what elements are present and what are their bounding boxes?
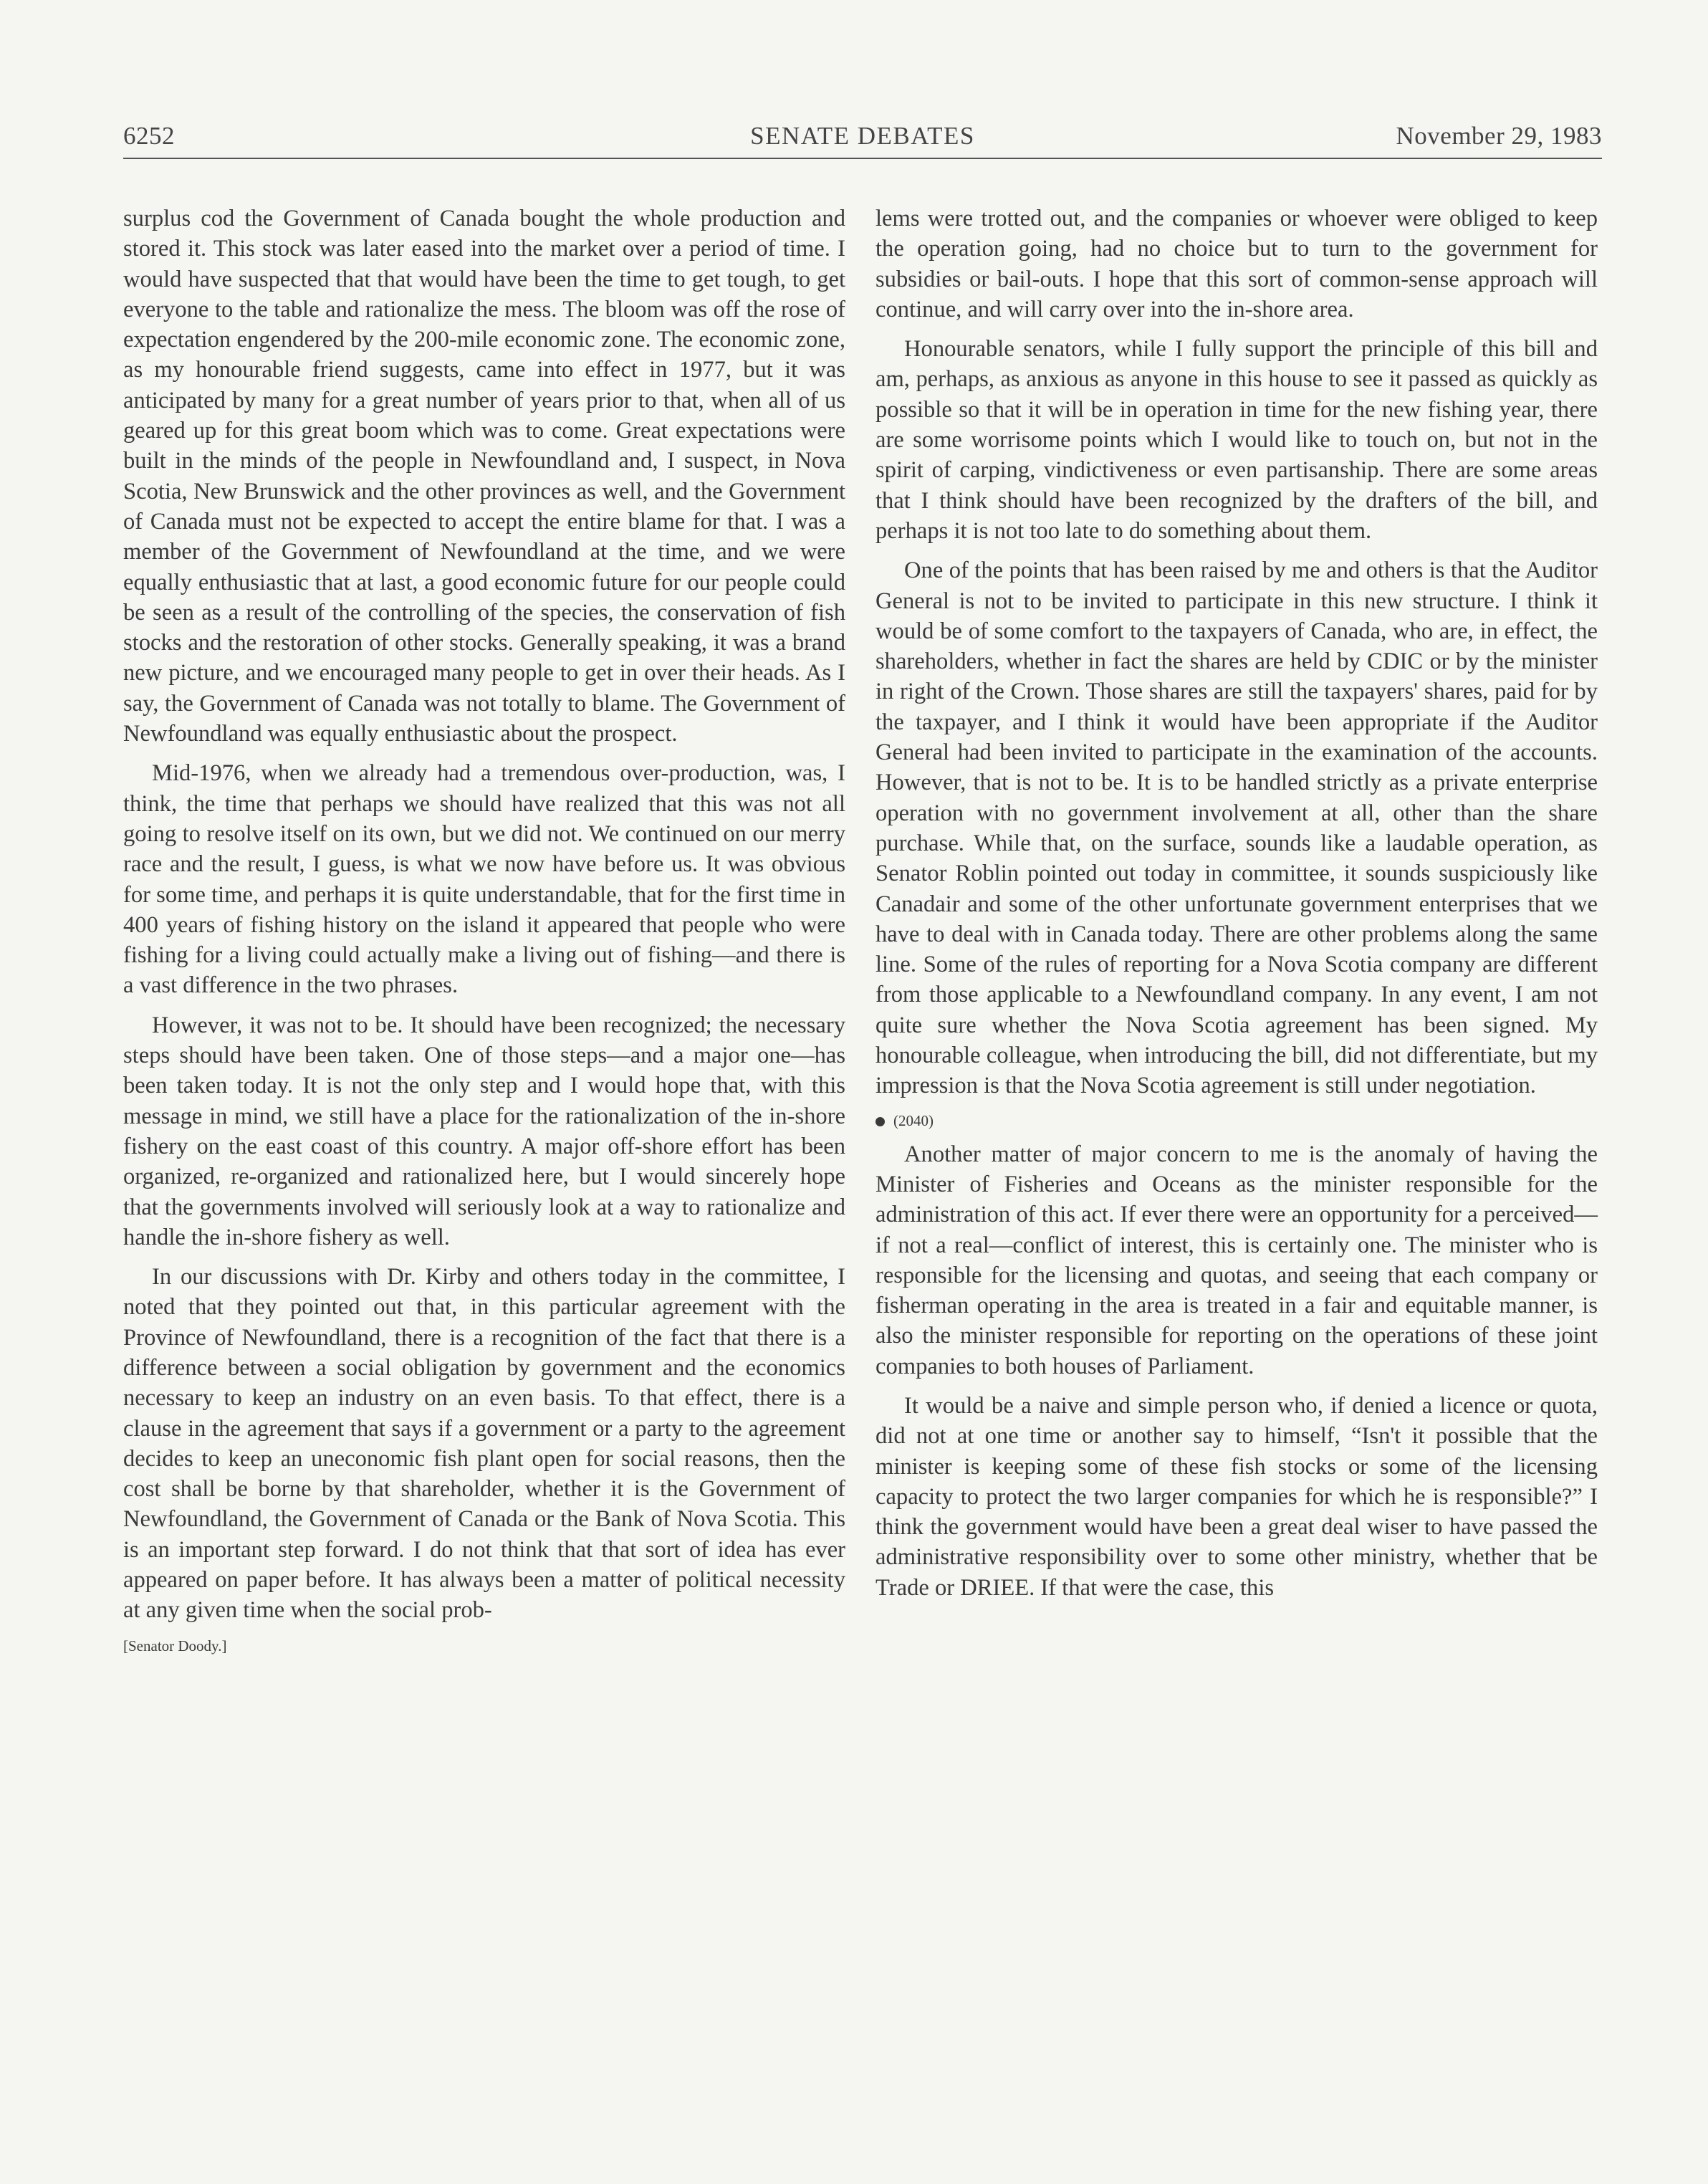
paragraph: However, it was not to be. It should have been recognized; the necessary steps should have been taken. One of those steps—and a major one—has been taken today. It is not the only step and I would hope that, with this message in mind, we still have a place for the rationalization of the in-shore fishery on the east coast of this country. A major off-shore effort has been organized, re-organized and rationalized here, but I would sincerely hope that the governments involved will seriously look at a way to rationalize and handle the in-shore fishery as well.	[123, 1012, 845, 1250]
paragraph: In our discussions with Dr. Kirby and others today in the committee, I noted that they pointed out that, in this particular agreement with the Province of Newfoundland, there is a recognition of the fact that there is a difference between a social obligation by government and the economics necessary to keep an industry on an even basis. To that effect, there is a clause in the agreement that says if a government or a party to the agreement decides to keep an uneconomic fish plant open for social reasons, then the cost shall be borne by that shareholder, whether it is the Government of Newfoundland, the Government of Canada or the Bank of Nova Scotia. This is an important step forward. I do not think that that sort of idea has ever appeared on paper before. It has always been a matter of political necessity at any given time when the social prob-	[123, 1264, 845, 1624]
left-column	[123, 203, 845, 1656]
time-marker-text: (2040)	[893, 1111, 934, 1129]
paragraph: It would be a naive and simple person who, if denied a licence or quota, did not at one time or another say to himself, “Isn't it possible that the minister is keeping some of these fish stocks or some of the licensing capacity to protect the two larger companies for which he is responsible?” I think the government would have been a great deal wiser to have passed the administrative responsibility over to some other ministry, whether that be Trade or DRIEE. If that were the case, this	[875, 1392, 1598, 1601]
paragraph: surplus cod the Government of Canada bought the whole production and stored it. This stock was later eased into the market over a period of time. I would have suspected that that would have been the time to get tough, to get everyone to the table and rationalize the mess. The bloom was off the rose of expectation engendered by the 200-mile economic zone. The economic zone, as my honourable friend suggests, came into effect in 1977, but it was anticipated by many for a great number of years prior to that, when all of us geared up for this great boom which was to come. Great expectations were built in the minds of the people in Newfoundland and, I suspect, in Nova Scotia, New Brunswick and the other provinces as well, and the Government of Canada must not be expected to accept the entire blame for that. I was a member of the Government of Newfoundland at the time, and we were equally enthusiastic that at last, a good economic future for our people could be seen as a result of the controlling of the species, the conservation of fish stocks and the restoration of other stocks. Generally speaking, it was a brand new picture, and we encouraged many people to get in over their heads. As I say, the Government of Canada was not totally to blame. The Government of Newfoundland was equally enthusiastic about the prospect.	[123, 206, 845, 747]
bullet-icon	[875, 1117, 885, 1126]
speaker-footnote: [Senator Doody.]	[123, 1637, 227, 1654]
paragraph: lems were trotted out, and the companies or whoever were obliged to keep the operation going, had no choice but to turn to the government for subsidies or bail-outs. I hope that this sort of common-sense approach will continue, and will carry over into the in-shore area.	[875, 206, 1598, 322]
right-column	[875, 203, 1598, 1612]
header-date: November 29, 1983	[1396, 122, 1602, 150]
page-header	[123, 120, 1602, 159]
running-title: SENATE DEBATES	[750, 122, 975, 150]
paragraph: Honourable senators, while I fully support the principle of this bill and am, perhaps, as anxious as anyone in this house to see it passed as quickly as possible so that it will be in operation in time for the new fishing year, there are some worrisome points which I would like to touch on, but not in the spirit of carping, vindictiveness or even partisanship. There are some areas that I think should have been recognized by the drafters of the bill, and perhaps it is not too late to do something about them.	[875, 336, 1598, 544]
page-number: 6252	[123, 122, 175, 150]
paragraph: Mid-1976, when we already had a tremendous over-production, was, I think, the time that perhaps we should have realized that this was not all going to resolve itself on its own, but we did not. We continued on our merry race and the result, I guess, is what we now have before us. It was obvious for some time, and perhaps it is quite understandable, that for the first time in 400 years of fishing history on the island it appeared that people who were fishing for a living could actually make a living out of fishing—and there is a vast difference in the two phrases.	[123, 760, 845, 999]
paragraph: Another matter of major concern to me is the anomaly of having the Minister of Fisheries and Oceans as the minister responsible for the administration of this act. If ever there were an opportunity for a perceived—if not a real—conflict of interest, this is certainly one. The minister who is responsible for the licensing and quotas, and seeing that each company or fisherman operating in the area is treated in a fair and equitable manner, is also the minister responsible for reporting on the operations of these joint companies to both houses of Parliament.	[875, 1141, 1598, 1379]
time-marker	[875, 1111, 1598, 1131]
paragraph: One of the points that has been raised by me and others is that the Auditor General is not to be invited to participate in this new structure. I think it would be of some comfort to the taxpayers of Canada, who are, in effect, the shareholders, whether in fact the shares are held by CDIC or by the minister in right of the Crown. Those shares are still the taxpayers' shares, paid for by the taxpayer, and I think it would have been appropriate if the Auditor General had been invited to participate in the examination of the accounts. However, that is not to be. It is to be handled strictly as a private enterprise operation with no government involvement at all, other than the share purchase. While that, on the surface, sounds like a laudable operation, as Senator Roblin pointed out today in committee, it sounds suspiciously like Canadair and some of the other unfortunate government enterprises that we have to deal with in Canada today. There are other problems along the same line. Some of the rules of reporting for a Nova Scotia company are different from those applicable to a Newfoundland company. In any event, I am not quite sure whether the Nova Scotia agreement has been signed. My honourable colleague, when introducing the bill, did not differentiate, but my impression is that the Nova Scotia agreement is still under negotiation.	[875, 557, 1598, 1099]
